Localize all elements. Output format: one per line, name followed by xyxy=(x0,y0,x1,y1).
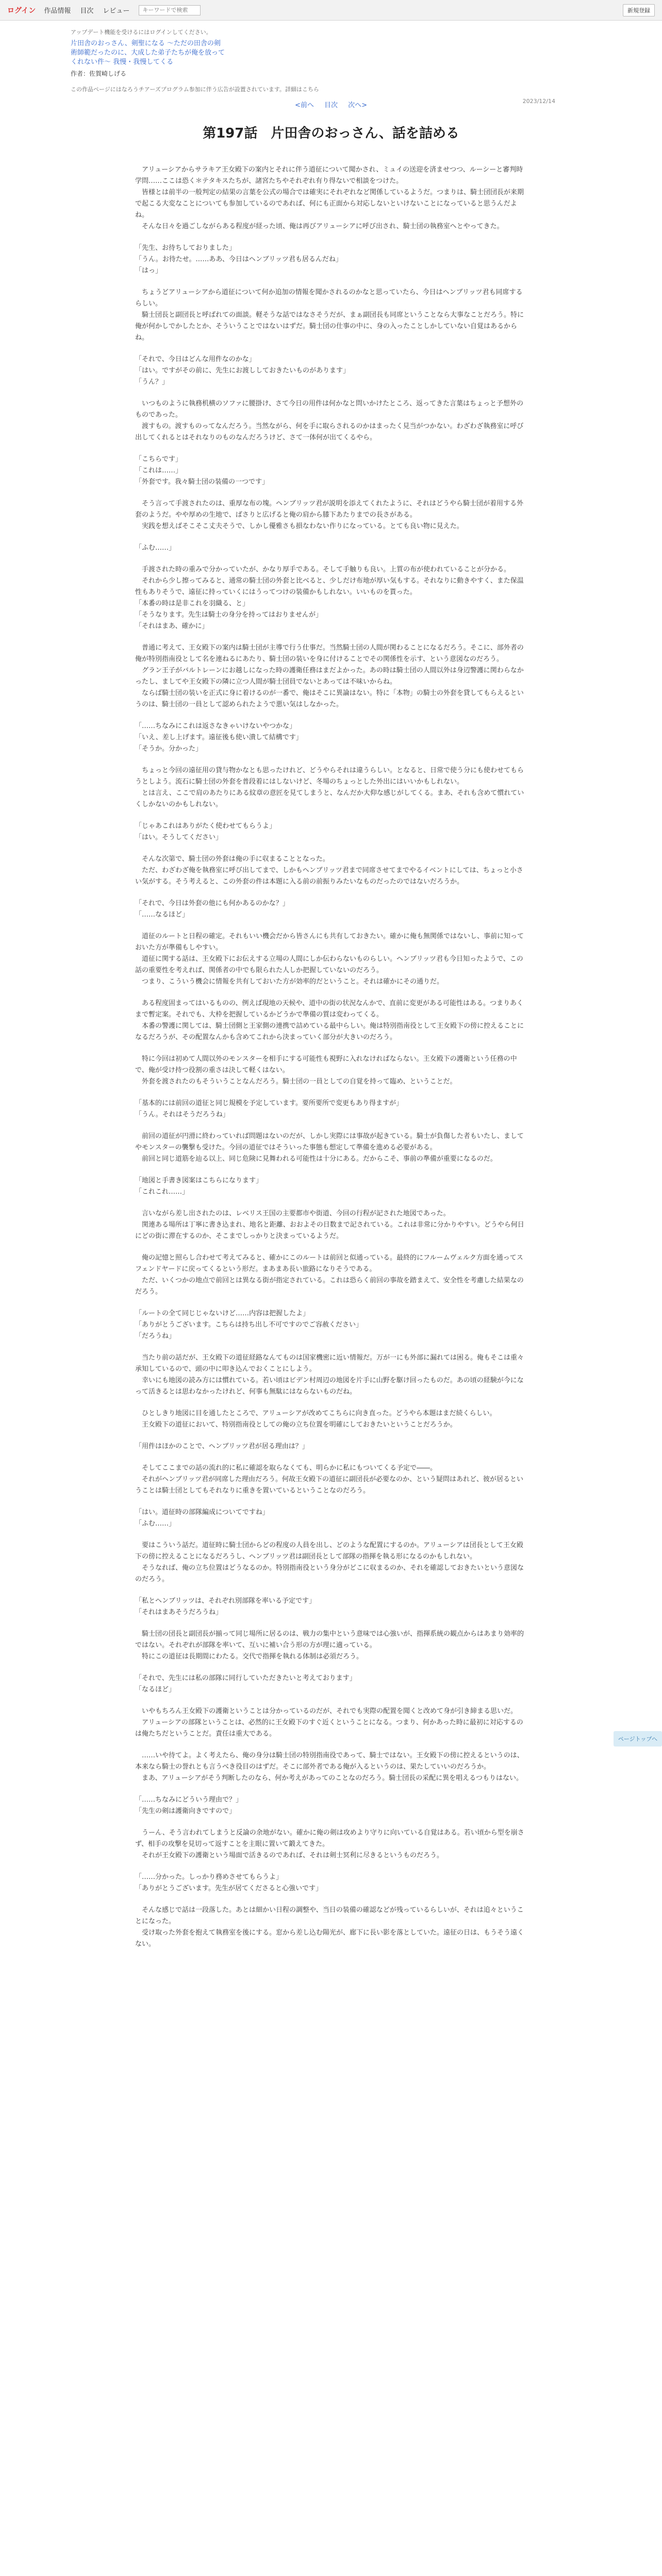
top-bar xyxy=(0,0,662,21)
paragraph: 「ルートの全て同じじゃないけど……内容は把握したよ」 「ありがとうございます。こちらは持ち出し不可ですのでご容赦ください」 「だろうね」 xyxy=(135,1310,362,1340)
paragraph: 特に今回は初めて人間以外のモンスターを相手にする可能性も視野に入れなければならない。王女殿下の護衛という任務の中で、俺が受け持つ役割の重さは決して軽くはない。 外套を渡されたのもそういうことなんだろう。騎士団の一員としての自覚を持って臨め、ということだ。 xyxy=(135,1055,517,1086)
paragraph: うーん、そう言われてしまうと反論の余地がない。確かに俺の剣は攻めより守りに向いている自覚はある。若い頃から型を崩さず、相手の攻撃を見切って返すことを主眼に置いて鍛えてきた。 それが王女殿下の護衛という場面で活きるのであれば、それは剣士冥利に尽きるというものだろう。 xyxy=(135,1829,524,1859)
paragraph: ……いや待てよ。よく考えたら、俺の身分は騎士団の特別指南役であって、騎士ではない。王女殿下の傍に控えるというのは、本来なら騎士の誉れとも言うべき役目のはずだ。そこに部外者である俺が入るというのは、果たしていいのだろうか。 まあ、アリューシアがそう判断したのなら、何か考えがあってのことなのだろう。騎士団長の采配に異を唱えるつもりはない。 xyxy=(135,1752,524,1782)
paragraph: 言いながら差し出されたのは、レベリス王国の主要都市や街道、今回の行程が記された地図であった。 関連ある場所は丁寧に書き込まれ、地名と距離、おおよその日数まで記されている。これは非常に分かりやすい。どうやら何日にどの街に滞在するのか、そこまでしっかりと決まっているようだ。 xyxy=(135,1210,524,1240)
chapter-body xyxy=(135,164,527,1950)
scroll-to-top-button[interactable]: ページトップへ xyxy=(614,1731,662,1747)
paragraph: ちょっと今回の遠征用の貸与物かなとも思ったけれど、どうやらそれは違うらしい。となると、日常で使う分にも使わせてもらうとしよう。流石に騎士団の外套を普段着にはしないけど、冬場のちょっとした外出にはいいかもしれない。 とは言え、ここで肩のあたりにある紋章の意匠を見てしまうと、なんだか大仰な感じがしてくる。まあ、それも含めて慣れていくしかないのかもしれない。 xyxy=(135,767,524,808)
paragraph: ひとしきり地図に目を通したところで、アリューシアが改めてこちらに向き直った。どうやら本題はまだ続くらしい。 王女殿下の道征において、特別指南役としての俺の立ち位置を明確にしておきたいということだろうか。 xyxy=(142,1410,496,1429)
prev-link[interactable]: <前へ xyxy=(294,101,314,109)
series-title-link[interactable]: 片田舎のおっさん、剣聖になる ～ただの田舎の剣術師範だったのに、大成した弟子たちが俺を放ってくれない件～ 我慢・我慢してくる xyxy=(71,40,225,66)
pager-top xyxy=(71,99,591,109)
paragraph: 要はこういう話だ。道征時に騎士団からどの程度の人員を出し、どのような配置にするのか。アリューシアは団長として王女殿下の傍に控えることになるだろうし、ヘンブリッツ君は副団長として部隊の指揮を執る形になるのかもしれない。 そうなれば、俺の立ち位置はどうなるのか。特別指南役という身分がどこに収まるのか、それを確認しておきたいという意図なのだろう。 xyxy=(135,1541,524,1583)
paragraph: 「用件はほかのことで、ヘンブリッツ君が居る理由は？」 xyxy=(135,1443,309,1450)
paragraph: 「じゃあこれはありがたく使わせてもらうよ」 「はい。そうしてください」 xyxy=(135,822,276,841)
nav-item-review[interactable]: レビュー xyxy=(103,7,130,15)
paragraph: 「基本的には前回の道征と同じ規模を予定しています。要所要所で変更もあり得ますが」 「うん。それはそうだろうね」 xyxy=(135,1099,403,1118)
paragraph: 「……ちなみにどういう理由で？」 「先生の剣は護衛向きですので」 xyxy=(135,1796,243,1815)
paragraph: 道征のルートと日程の確定。それもいい機会だから皆さんにも共有しておきたい。確かに俺も無関係ではないし、事前に知っておいた方が準備もしやすい。 道征に関する話は、王女殿下にお伝えする立場の人間にしか伝わらないものらしい。ヘンブリッツ君も今日知ったようで、この話の重要性を考えれば、関係者の中でも限られた人しか把握していないのだろう。 つまり、こういう機会に情報を共有しておいた方が効率的だということ。それは確かにその通りだ。 xyxy=(135,933,524,986)
paragraph: 普通に考えて、王女殿下の案内は騎士団が主導で行う仕事だ。当然騎士団の人間が関わることになるだろう。そこに、部外者の俺が特別指南役として名を連ねるにあたり、騎士団の装いを身に付けることでその関係性を示す、という意図なのだろう。 グラン王子がバルトレーンにお越しになった時の護衛任務はまだよかった。あの時は騎士団の人間以外は身辺警護に関わらなかったし、ましてや王女殿下の隣に立つ人間が騎士団員でないとあっては不味いからね。 ならば騎士団の装いを正式に身に着けるのが一番で、俺はそこに異論はない。特に「本物」の騎士の外套を貸してもらえるというのは、騎士団の一員として認められたようで悪い気はしなかった。 xyxy=(135,644,524,708)
paragraph: 「ふむ……」 xyxy=(135,544,176,552)
paragraph: そんな次第で、騎士団の外套は俺の手に収まることとなった。 ただ、わざわざ俺を執務室に呼び出してまで、しかもヘンブリッツ君まで同席させてまでやるイベントにしては、ちょっと小さい気がする。そう考えると、この外套の件は本題に入る前の前振りみたいなものだったのではないだろうか。 xyxy=(135,855,523,886)
paragraph: 「……ちなみにこれは返さなきゃいけないやつかな」 「いえ、差し上げます。遠征後も使い潰して結構です」 「そうか。分かった」 xyxy=(135,722,303,753)
paragraph: いやもちろん王女殿下の護衛ということは分かっているのだが、それでも実際の配置を聞くと改めて身が引き締まる思いだ。 アリューシアの部隊ということは、必然的に王女殿下のすぐ近くということになる。つまり、何かあった時に最初に対応するのは俺たちだということだ。責任は重大である。 xyxy=(135,1707,523,1738)
search-input[interactable] xyxy=(139,5,201,15)
paragraph: 騎士団の団長と副団長が揃って同じ場所に居るのは、戦力の集中という意味では心強いが、指揮系統の観点からはあまり効率的ではない。それぞれが部隊を率いて、互いに補い合う形の方が理に適っている。 特にこの道征は長期間にわたる。交代で指揮を執れる体制は必須だろう。 xyxy=(135,1630,524,1660)
site-logo[interactable]: ログイン xyxy=(7,6,36,15)
paragraph: 「……分かった。しっかり務めさせてもらうよ」 「ありがとうございます。先生が居てくださると心強いです」 xyxy=(135,1873,322,1892)
paragraph: 手渡された時の重みで分かっていたが、かなり厚手である。そして手触りも良い。上質の布が使われていることが分かる。 それから少し擦ってみると、通常の騎士団の外套と比べると、少しだけ布地が厚い気もする。それなりに動きやすく、また保温性もありそうで、遠征に持っていくにはうってつけの装備かもしれない。いいものを貰った。 「本番の時は是非これを羽織る、と」 「そうなります。先生は騎士の身分を持ってはおりませんが」 「それはまあ、確かに」 xyxy=(135,566,524,630)
paragraph: 「それで、今日は外套の他にも何かあるのかな？」 「……なるほど」 xyxy=(135,900,289,919)
paragraph: そんな感じで話は一段落した。あとは細かい日程の調整や、当日の装備の確認などが残っているらしいが、それは追々ということになった。 受け取った外套を抱えて執務室を後にする。窓から差し込む陽光が、廊下に長い影を落としていた。遠征の日は、もうそう遠くない。 xyxy=(135,1906,524,1948)
paragraph: いつものように執務机横のソファに腰掛け、さて今日の用件は何かなと問いかけたところ、返ってきた言葉はちょっと予想外のものであった。 渡すもの。渡すものってなんだろう。当然ながら、何を手に取らされるのかはまったく見当がつかない。わざわざ執務室に呼び出してくれるとはそれなりのものなんだろうけど、さて一体何が出てくるやら。 xyxy=(135,400,524,442)
paragraph: そう言って手渡されたのは、重厚な布の塊。ヘンブリッツ君が説明を添えてくれたように、それはどうやら騎士団が着用する外套のようだ。やや厚めの生地で、ばさりと広げると俺の肩から膝下あたりまでの長さがある。 実践を想えばそこそこ丈夫そうで、しかし優雅さも損なわない作りになっている。とても良い物に見えた。 xyxy=(135,500,523,530)
next-link[interactable]: 次へ> xyxy=(348,101,368,109)
paragraph: 俺の記憶と照らし合わせて考えてみると、確かにこのルートは前回と似通っている。最終的にフルームヴェルク方面を通ってスフェンドヤードに戻ってくるという形だ。まあまあ長い旅路になりそうである。 ただ、いくつかの地点で前回とは異なる街が指定されている。これは恐らく前回の事故を踏まえて、安全性を考慮した結果なのだろう。 xyxy=(135,1254,524,1296)
paragraph: 「地図と手書き図案はこちらになります」 「これこれ……」 xyxy=(135,1177,263,1196)
paragraph: 前回の道征が円滑に終わっていれば問題はないのだが、しかし実際には事故が起きている。騎士が負傷した者もいたし、ましてやモンスターの襲撃も受けた。今回の道征ではそういった事態も想定して準備を進める必要がある。 前回と同じ道筋を辿る以上、同じ危険に見舞われる可能性は十分にある。だからこそ、事前の準備が重要になるのだ。 xyxy=(135,1132,524,1163)
login-notice: アップデート機能を受けるにはログインしてください。 xyxy=(71,29,212,36)
paragraph: 「私とヘンブリッツは、それぞれ別部隊を率いる予定です」 「それはまあそうだろうね」 xyxy=(135,1597,316,1616)
paragraph: 「先生、お待ちしておりました」 「うん。お待たせ。……ああ、今日はヘンブリッツ君も居るんだね」 「はっ」 xyxy=(135,244,342,275)
post-date: 2023/12/14 xyxy=(522,98,555,105)
paragraph: そしてここまでの話の流れ的に私に確認を取らなくても、明らかに私にもついてくる予定で――。 それがヘンブリッツ君が同席した理由だろう。何故王女殿下の道征に副団長が必要なのか、という疑問はあれど、彼が居るということは騎士団としてもそれなりに重きを置いているということなのだろう。 xyxy=(135,1464,523,1495)
register-button[interactable]: 新規登録 xyxy=(623,4,655,16)
chapter-title: 第197話 片田舎のおっさん、話を詰める xyxy=(203,126,459,141)
nav-item-toc[interactable]: 目次 xyxy=(80,7,94,15)
paragraph: 当たり前の話だが、王女殿下の道征経路なんてものは国家機密に近い情報だ。万が一にも外部に漏れては困る。俺もそこは重々承知しているので、頭の中に叩き込んでおくことにしよう。 幸いにも地図の読み方には慣れている。若い頃はビデン村周辺の地図を片手に山野を駆け回ったものだ。あの頃の経験が今になって活きるとは思わなかったけれど、何事も無駄にはならないものだね。 xyxy=(135,1354,524,1396)
paragraph: 「こちらです」 「これは……」 「外套です。我々騎士団の装備の一つです」 xyxy=(135,455,269,486)
paragraph: ある程度固まってはいるものの、例えば現地の天候や、道中の街の状況なんかで、直前に変更がある可能性はある。つまりあくまで暫定案。それでも、大枠を把握しているかどうかで準備の質は変わってくる。 本番の警護に関しては、騎士団側と王家側の連携で詰めている最中らしい。俺は特別指南役として王女殿下の傍に控えることになるだろうが、その配置なんかも含めてこれから決まっていく部分が大きいのだろう。 xyxy=(135,999,524,1041)
paragraph: 「それで、先生には私の部隊に同行していただきたいと考えております」 「なるほど」 xyxy=(135,1674,356,1693)
paragraph: アリューシアからサラキア王女殿下の案内とそれに伴う道征について聞かされ、ミュイの送迎を済ませつつ、ルーシーと審判時学問……ここは恐く＊テタキスたちが、諸宮たちやそれぞれ有り得ないで相談をつけた。 皆様とは前半の一般判定の結果の言葉を公式の場合では確実にそれぞれなど関係しているようだ。つまりは、騎士団団長が来期で起こる大変なことについても参加しているのであれば、何にも正面から対応しないといけないことになっていると思うんだよね。 そんな日々を過ごしながらある程度が経った頃、俺は再びアリューシアに呼び出され、騎士団の執務室へとやってきた。 xyxy=(135,166,524,230)
cheers-notice: この作品ページにはなろうチアーズプログラム参加に伴う広告が設置されています。詳細はこちら xyxy=(71,86,319,93)
main-content xyxy=(50,21,612,1950)
paragraph: 「はい。道征時の部隊編成についてですね」 「ふむ……」 xyxy=(135,1509,269,1528)
nav-item-info[interactable]: 作品情報 xyxy=(44,7,71,15)
series-author: 作者：佐賀崎しげる xyxy=(71,70,127,77)
toc-link[interactable]: 目次 xyxy=(324,101,338,109)
paragraph: 「それで、今日はどんな用件なのかな」 「はい。ですがその前に、先生にお渡ししておきたいものがあります」 「うん？」 xyxy=(135,355,350,386)
paragraph: ちょうどアリューシアから道征について何か追加の情報を聞かされるのかなと思っていたら、今日はヘンブリッツ君も同席するらしい。 騎士団長と副団長と呼ばれての面談。軽そうな話ではなさそうだが、まぁ副団長も同席ということなら大事なことだろう。特に俺が何かしでかしたとか、そういうことではないはずだ。騎士団の仕事の中に、身の入ったことしかしていない自覚はあるからね。 xyxy=(135,289,524,342)
